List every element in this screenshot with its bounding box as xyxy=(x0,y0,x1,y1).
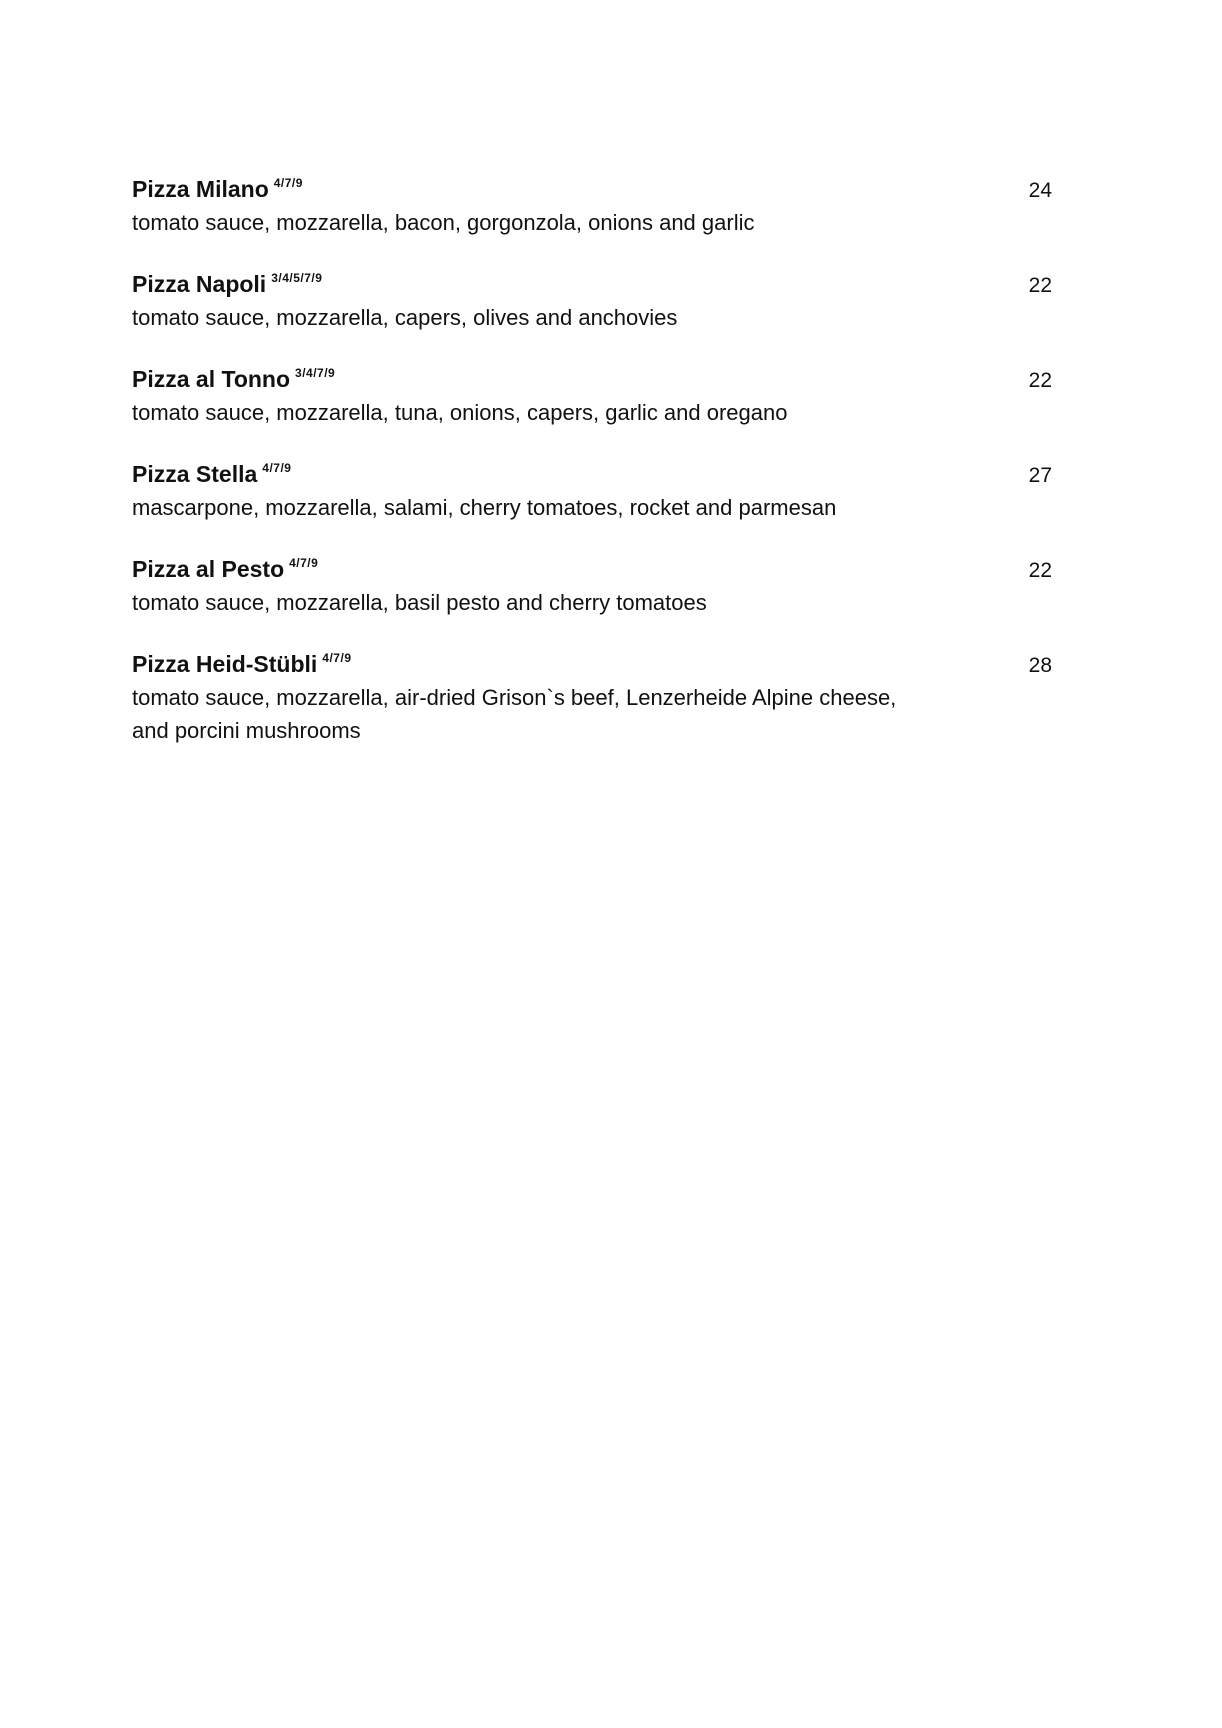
menu-item-allergens: 3/4/7/9 xyxy=(295,366,336,380)
menu-item-description-line: tomato sauce, mozzarella, air-dried Grison`s beef, Lenzerheide Alpine cheese, xyxy=(132,685,897,710)
menu-item-description xyxy=(132,396,952,429)
menu-item-allergens: 4/7/9 xyxy=(273,176,303,190)
menu-item-description-line: tomato sauce, mozzarella, capers, olives and anchovies xyxy=(132,305,678,330)
menu-item xyxy=(132,362,1052,429)
menu-item-price: 22 xyxy=(1028,369,1052,392)
menu-item xyxy=(132,267,1052,334)
menu-item-header xyxy=(132,457,1052,491)
menu-item-name: Pizza al Pesto xyxy=(132,556,285,582)
menu-item-name: Pizza Stella xyxy=(132,461,258,487)
menu-item-description xyxy=(132,301,952,334)
menu-item-description xyxy=(132,206,952,239)
menu-item-header xyxy=(132,647,1052,681)
menu-item-header xyxy=(132,267,1052,301)
menu-item-header xyxy=(132,172,1052,206)
menu-item-description-line: tomato sauce, mozzarella, basil pesto and cherry tomatoes xyxy=(132,590,707,615)
menu-item-price: 22 xyxy=(1028,559,1052,582)
menu-item-description-line: tomato sauce, mozzarella, tuna, onions, capers, garlic and oregano xyxy=(132,400,788,425)
menu-item-name: Pizza Milano xyxy=(132,176,269,202)
menu-item-description-line: mascarpone, mozzarella, salami, cherry tomatoes, rocket and parmesan xyxy=(132,495,837,520)
menu-item-description-line: and porcini mushrooms xyxy=(132,718,361,743)
menu-item-header xyxy=(132,362,1052,396)
menu-item-allergens: 4/7/9 xyxy=(262,461,292,475)
menu-item xyxy=(132,172,1052,239)
menu-item xyxy=(132,647,1052,747)
menu-list xyxy=(132,172,1052,775)
menu-item-description xyxy=(132,681,952,747)
menu-item-description xyxy=(132,586,952,619)
menu-item-description xyxy=(132,491,952,524)
menu-item-price: 28 xyxy=(1028,654,1052,677)
menu-item-name: Pizza Heid-Stübli xyxy=(132,651,318,677)
menu-item-name: Pizza Napoli xyxy=(132,271,267,297)
menu-item-price: 22 xyxy=(1028,274,1052,297)
menu-item-header xyxy=(132,552,1052,586)
menu-item xyxy=(132,457,1052,524)
menu-item-price: 27 xyxy=(1028,464,1052,487)
menu-item-price: 24 xyxy=(1028,179,1052,202)
menu-item-allergens: 4/7/9 xyxy=(289,556,319,570)
menu-item xyxy=(132,552,1052,619)
menu-item-allergens: 4/7/9 xyxy=(322,651,352,665)
menu-item-allergens: 3/4/5/7/9 xyxy=(271,271,323,285)
menu-item-name: Pizza al Tonno xyxy=(132,366,291,392)
menu-item-description-line: tomato sauce, mozzarella, bacon, gorgonzola, onions and garlic xyxy=(132,210,755,235)
